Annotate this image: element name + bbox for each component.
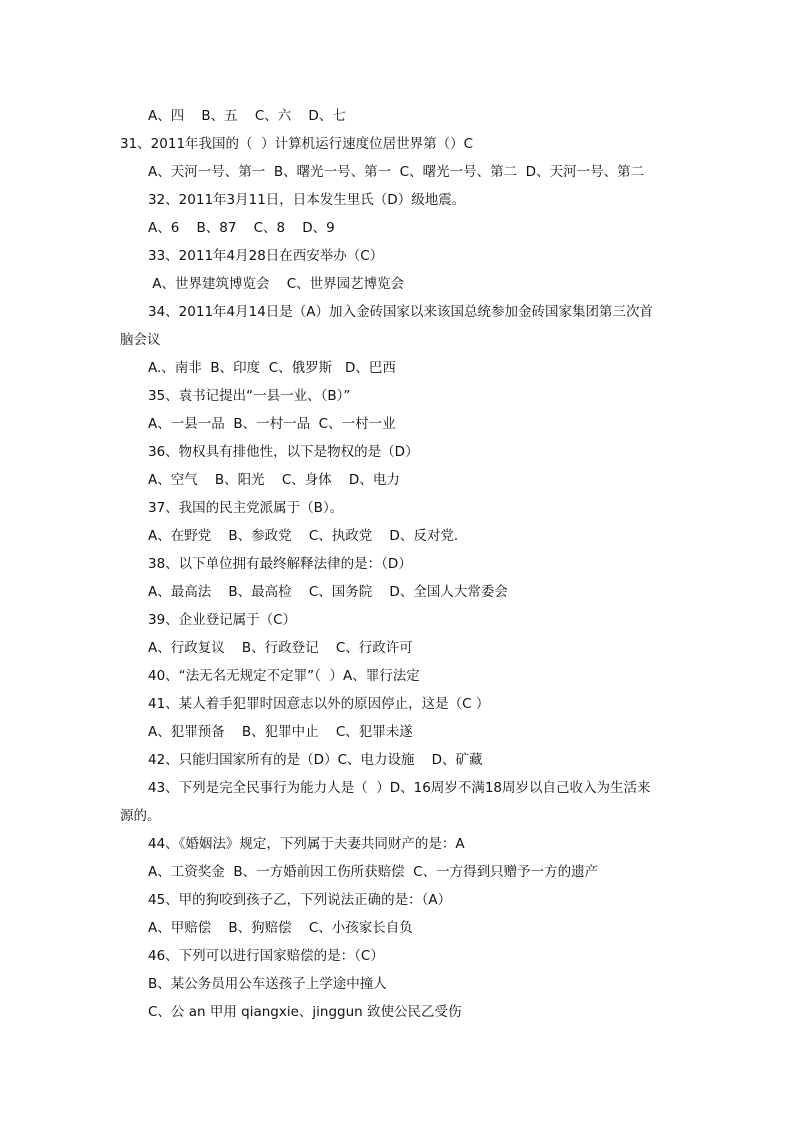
q46-option-b: B、某公务员用公车送孩子上学途中撞人 [148, 976, 387, 992]
q44-options: A、工资奖金 B、一方婚前因工伤所获赔偿 C、一方得到只赠予一方的遗产 [148, 864, 599, 880]
q31-question: 31、2011年我国的（ ）计算机运行速度位居世界第（）C [120, 136, 474, 152]
q33-question: 33、2011年4月28日在西安举办（C） [148, 248, 384, 264]
q34-question-cont: 脑会议 [120, 332, 161, 348]
q33-options: A、世界建筑博览会 C、世界园艺博览会 [148, 276, 405, 292]
q39-question: 39、企业登记属于（C） [148, 612, 297, 628]
q42-question: 42、只能归国家所有的是（D）C、电力设施 D、矿藏 [148, 752, 483, 768]
q45-question: 45、甲的狗咬到孩子乙，下列说法正确的是：（A） [148, 892, 452, 908]
q37-options: A、在野党 B、参政党 C、执政党 D、反对党. [148, 528, 459, 544]
q37-question: 37、我国的民主党派属于（B）。 [148, 500, 344, 516]
q46-question: 46、下列可以进行国家赔偿的是：（C） [148, 948, 384, 964]
q43-question: 43、下列是完全民事行为能力人是（ ）D、16周岁不满18周岁以自己收入为生活来 [148, 780, 651, 796]
q35-options: A、一县一品 B、一村一品 C、一村一业 [148, 416, 396, 432]
q41-options: A、犯罪预备 B、犯罪中止 C、犯罪未遂 [148, 724, 413, 740]
q44-question: 44、《婚姻法》规定，下列属于夫妻共同财产的是：A [148, 836, 465, 852]
q40-question: 40、“法无名无规定不定罪”（ ）A、罪行法定 [148, 668, 420, 684]
q30-options: A、四 B、五 C、六 D、七 [148, 108, 346, 124]
q32-options: A、6 B、87 C、8 D、9 [148, 220, 335, 236]
q41-question: 41、某人着手犯罪时因意志以外的原因停止，这是（C ） [148, 696, 490, 712]
q39-options: A、行政复议 B、行政登记 C、行政许可 [148, 640, 413, 656]
q43-question-cont: 源的。 [120, 808, 161, 824]
q32-question: 32、2011年3月11日，日本发生里氏（D）级地震。 [148, 192, 466, 208]
q34-options: A.、南非 B、印度 C、俄罗斯 D、巴西 [148, 360, 396, 376]
q31-options: A、天河一号、第一 B、曙光一号、第一 C、曙光一号、第二 D、天河一号、第二 [148, 164, 645, 180]
q46-option-c: C、公 an 甲用 qiangxie、jinggun 致使公民乙受伤 [148, 1004, 462, 1020]
q38-options: A、最高法 B、最高检 C、国务院 D、全国人大常委会 [148, 584, 508, 600]
q36-options: A、空气 B、阳光 C、身体 D、电力 [148, 472, 400, 488]
q38-question: 38、以下单位拥有最终解释法律的是：（D） [148, 556, 412, 572]
q36-question: 36、物权具有排他性，以下是物权的是（D） [148, 444, 419, 460]
q45-options: A、甲赔偿 B、狗赔偿 C、小孩家长自负 [148, 920, 413, 936]
q35-question: 35、袁书记提出“一县一业、（B）” [148, 388, 351, 404]
q34-question: 34、2011年4月14日是（A）加入金砖国家以来该国总统参加金砖国家集团第三次首 [148, 304, 654, 320]
